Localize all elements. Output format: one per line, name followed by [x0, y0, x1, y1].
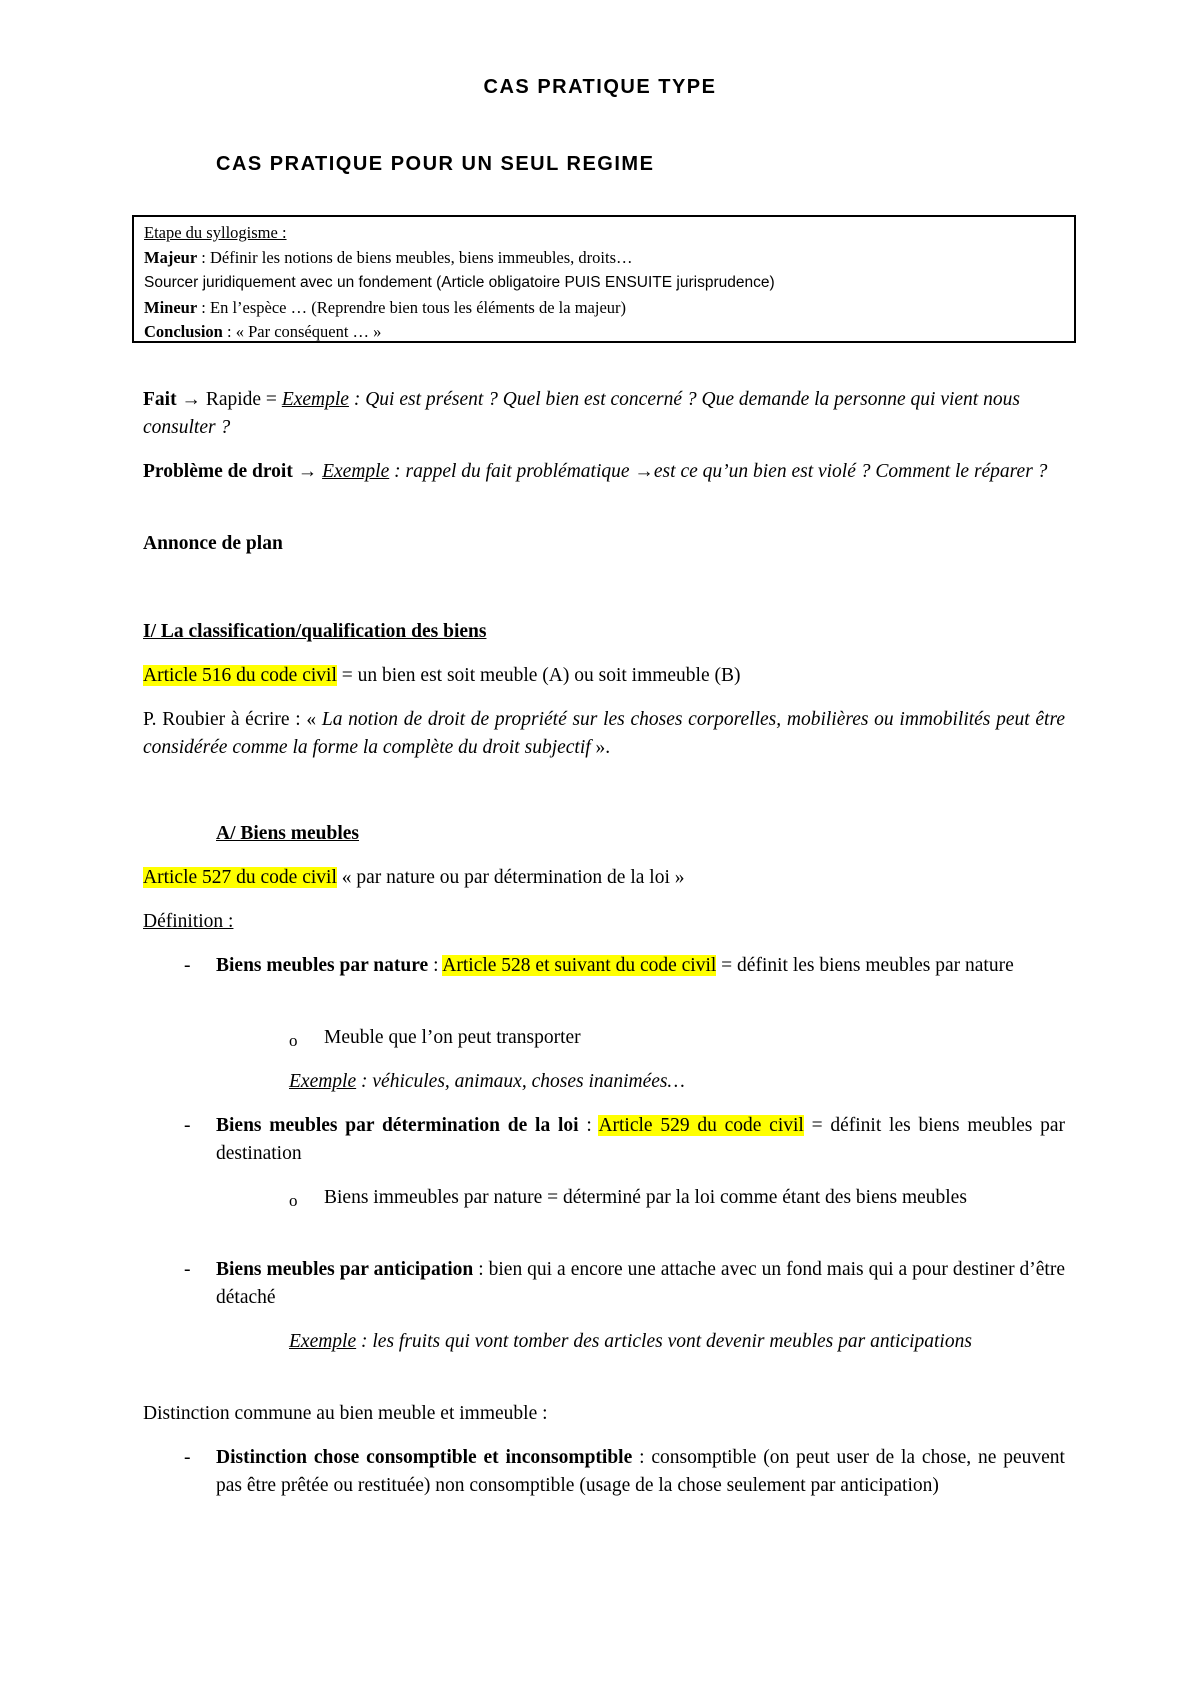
article-516-highlight: Article 516 du code civil: [143, 665, 337, 686]
conclusion-text: : « Par conséquent … »: [222, 322, 382, 341]
mineur-text: : En l’espèce … (Reprendre bien tous les éléments de la majeur): [197, 297, 627, 317]
item1-exemple: [289, 1068, 1065, 1096]
majeur-text: : Définir les notions de biens meubles, biens immeubles, droits…: [197, 247, 633, 267]
fait-paragraph: [143, 386, 1065, 442]
list-item-meubles-loi: [216, 1112, 1065, 1168]
article-516-text: = un bien est soit meuble (A) ou soit immeuble (B): [336, 665, 741, 686]
item2-label: Biens meubles par détermination de la loi: [216, 1115, 579, 1136]
probleme-question: est ce qu’un bien est violé ? Comment le réparer ?: [653, 461, 1048, 482]
item4-label: Distinction chose consomptible et inconsomptible: [216, 1447, 633, 1468]
quote-intro: P. Roubier à écrire : «: [143, 709, 322, 730]
circle-bullet: o: [289, 1191, 298, 1210]
document-subtitle: CAS PRATIQUE POUR UN SEUL REGIME: [216, 153, 655, 175]
probleme-paragraph: [143, 458, 1065, 486]
item2-sub: Biens immeubles par nature = déterminé par la loi comme étant des biens meubles: [324, 1187, 967, 1208]
arrow-icon: →: [181, 389, 201, 410]
dash-bullet: -: [184, 1447, 191, 1468]
definition-label: Définition :: [143, 911, 234, 932]
probleme-label: Problème de droit: [143, 461, 293, 482]
probleme-text: : rappel du fait problématique: [389, 461, 635, 482]
item1-label: Biens meubles par nature: [216, 955, 429, 976]
article-527-text: « par nature ou par détermination de la loi »: [336, 867, 685, 888]
circle-bullet: o: [289, 1031, 298, 1050]
item2-sep: :: [578, 1115, 599, 1136]
article-516-line: [143, 662, 1065, 690]
item3-exemple-text: : les fruits qui vont tomber des articles vont devenir meubles par anticipations: [356, 1331, 972, 1352]
syllogism-box: [132, 215, 1076, 343]
item2-text: = définit les biens meubles par destination: [216, 1115, 1066, 1164]
arrow-icon: →: [634, 461, 654, 482]
fait-label: Fait: [143, 389, 177, 410]
section-1-heading: I/ La classification/qualification des biens: [143, 621, 487, 642]
item3-exemple: [289, 1328, 1065, 1356]
item1-sep: :: [428, 955, 443, 976]
list-item-meubles-anticipation: [216, 1256, 1065, 1312]
item1-exemple-text: : véhicules, animaux, choses inanimées…: [356, 1071, 685, 1092]
majeur-label: Majeur: [144, 247, 198, 267]
conclusion-label: Conclusion: [144, 322, 223, 341]
article-528-highlight: Article 528 et suivant du code civil: [442, 955, 717, 976]
fait-text: Rapide =: [200, 389, 282, 410]
document-title: CAS PRATIQUE TYPE: [483, 76, 717, 98]
mineur-label: Mineur: [144, 297, 198, 317]
exemple-label: Exemple: [289, 1071, 357, 1092]
article-527-highlight: Article 527 du code civil: [143, 867, 337, 888]
roubier-quote: [143, 706, 1065, 762]
list-item-meubles-nature: [216, 952, 1065, 980]
exemple-label: Exemple: [322, 461, 390, 482]
fait-questions: : Qui est présent ? Quel bien est concerné ? Que demande la personne qui vient nous consulter ?: [143, 389, 1020, 438]
distinction-intro: Distinction commune au bien meuble et immeuble :: [143, 1403, 548, 1424]
list-item-distinction: [216, 1444, 1065, 1500]
syllogism-heading: Etape du syllogisme :: [144, 223, 287, 242]
exemple-label: Exemple: [281, 389, 349, 410]
item1-sub: Meuble que l’on peut transporter: [324, 1027, 581, 1048]
item4-text: : consomptible (on peut user de la chose, ne peuvent pas être prêtée ou restituée) non consomptible (usage de la chose seulement par anticipation): [216, 1447, 1065, 1496]
quote-text: La notion de droit de propriété sur les choses corporelles, mobilières ou immobilités peut être considérée comme la forme la complète du droit subjectif: [143, 709, 1065, 758]
section-a-heading: A/ Biens meubles: [216, 823, 360, 844]
exemple-label: Exemple: [289, 1331, 357, 1352]
annonce-de-plan: Annonce de plan: [143, 533, 283, 554]
item1-text: = définit les biens meubles par nature: [716, 955, 1014, 976]
article-527-line: [143, 864, 1065, 892]
item3-label: Biens meubles par anticipation: [216, 1259, 474, 1280]
arrow-icon: →: [297, 461, 318, 482]
article-529-highlight: Article 529 du code civil: [598, 1115, 804, 1136]
dash-bullet: -: [184, 1259, 191, 1280]
dash-bullet: -: [184, 955, 191, 976]
dash-bullet: -: [184, 1115, 191, 1136]
quote-end: ».: [590, 737, 611, 758]
item3-text: : bien qui a encore une attache avec un fond mais qui a pour destiner d’être détaché: [216, 1259, 1065, 1308]
sourcer-text: Sourcer juridiquement avec un fondement (Article obligatoire PUIS ENSUITE jurisprudence): [144, 274, 775, 291]
